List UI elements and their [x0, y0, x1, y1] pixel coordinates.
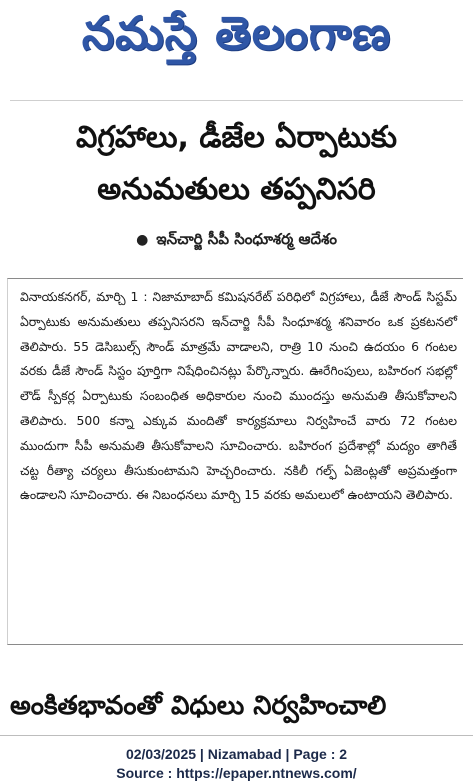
bullet-icon: ●	[136, 232, 149, 248]
article-body: వినాయకనగర్, మార్చి 1 : నిజామాబాద్ కమిషనరేట్ పరిధిలో విగ్రహాలు, డీజే సౌండ్ సిస్టమ్ ఏర్పాటుకు అనుమతులు తప్పనిసరని ఇన్‌చార్జి సీపీ సింధూశర్మ శనివారం ఒక ప్రకటనలో తెలిపారు. 55 డెసిబుల్స్ సౌండ్ మాత్రమే వాడాలని, రాత్రి 10 నుంచి ఉదయం 6 గంటల వరకు డీజే సౌండ్ సిస్టం పూర్తిగా నిషేధించినట్లు పేర్కొన్నారు. ఊరేగింపులు, బహిరంగ సభల్లో లౌడ్ స్పీకర్ల ఏర్పాటుకు సంబంధిత అధికారుల నుంచి ముందస్తు అనుమతి తీసుకోవాలని తెలిపారు. 500 కన్నా ఎక్కువ మందితో కార్యక్రమాలు నిర్వహించే వారు 72 గంటల ముందుగా సీపీ అనుమతి తీసుకోవాలని సూచించారు. బహిరంగ ప్రదేశాల్లో మద్యం తాగితే చట్ట రీత్యా చర్యలు తీసుకుంటామని హెచ్చరించారు. నకిలీ గల్ఫ్ ఏజెంట్లతో అప్రమత్తంగా ఉండాలని సూచించారు. ఈ నిబంధనలు మార్చి 15 వరకు అమలులో ఉంటాయని తెలిపారు.	[20, 289, 457, 503]
newspaper-masthead: నమస్తే తెలంగాణ	[81, 6, 392, 60]
divider-rule	[10, 100, 463, 101]
next-article-headline: అంకితభావంతో విధులు నిర్వహించాలి	[10, 691, 387, 721]
footer-date-edition: 02/03/2025 | Nizamabad | Page : 2	[125, 746, 348, 762]
deck-text: ఇన్‌చార్జి సీపీ సింధూశర్మ ఆదేశం	[156, 230, 337, 248]
article-deck	[0, 228, 473, 251]
article-headline	[18, 112, 455, 216]
article-body-box	[7, 278, 463, 645]
footer-source-link[interactable]: Source : https://epaper.ntnews.com/	[116, 765, 357, 781]
headline-line-2: అనుమతులు తప్పనిసరి	[97, 172, 376, 207]
source-footer	[0, 745, 473, 783]
headline-line-1: విగ్రహాలు, డీజేల ఏర్పాటుకు	[76, 120, 397, 155]
